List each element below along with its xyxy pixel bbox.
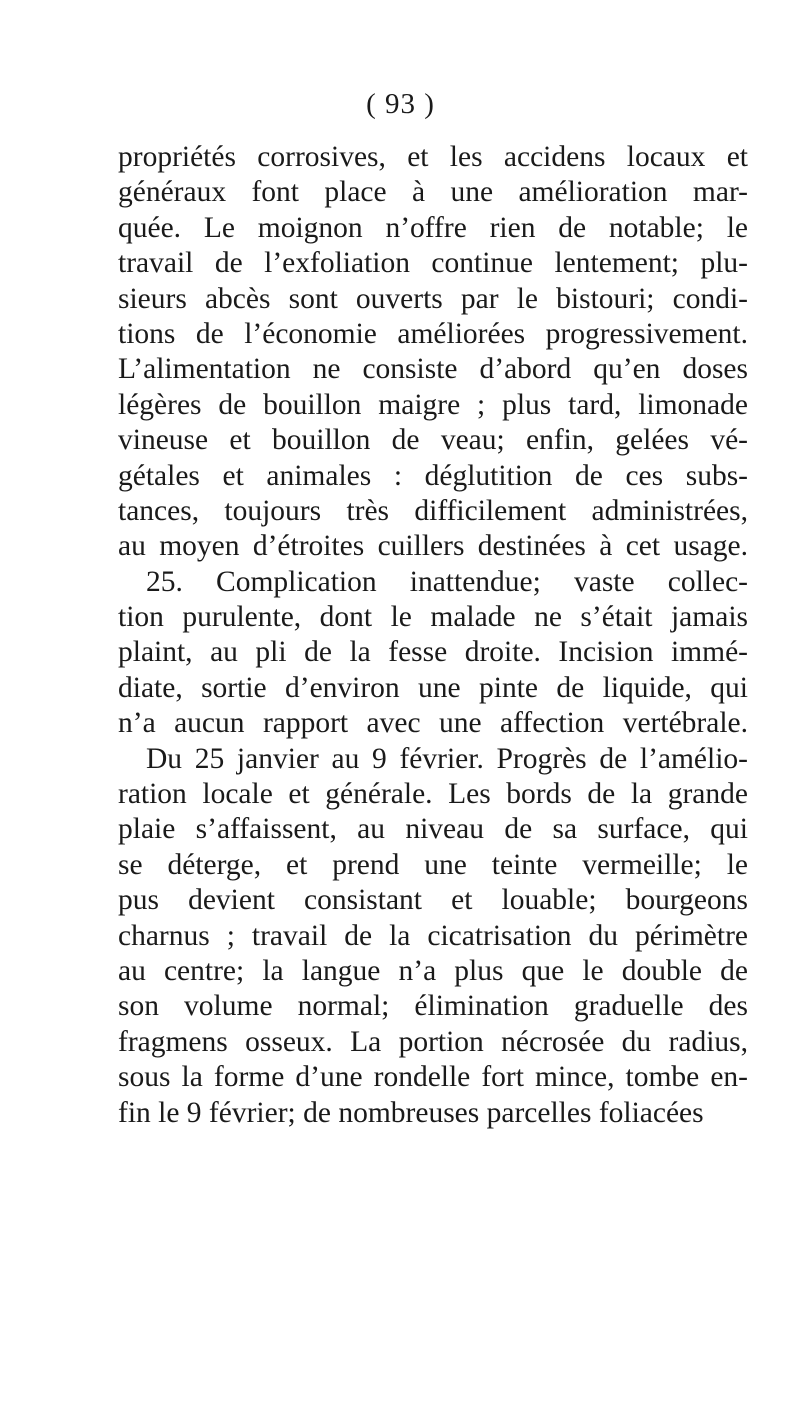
text-line: légères de bouillon maigre ; plus tard, limonade (118, 388, 748, 421)
text-line: tion purulente, dont le malade ne s’était jamais (118, 601, 748, 634)
text-line: fragmens osseux. La portion nécrosée du radius, (118, 1025, 748, 1058)
text-line: charnus ; travail de la cicatrisation du périmètre (118, 919, 748, 952)
text-line: plaie s’affaissent, au niveau de sa surface, qui (118, 813, 748, 846)
text-line: quée. Le moignon n’offre rien de notable; le (118, 211, 748, 244)
text-line: L’alimentation ne consiste d’abord qu’en doses (118, 353, 748, 386)
text-line: pus devient consistant et louable; bourgeons (118, 884, 748, 917)
text-line: ration locale et générale. Les bords de la grande (118, 778, 748, 811)
text-line: tions de l’économie améliorées progressivement. (118, 317, 748, 350)
body-text (118, 140, 748, 1131)
text-line: n’a aucun rapport avec une affection vertébrale. (118, 707, 748, 740)
text-line: travail de l’exfoliation continue lentement; plu- (118, 247, 748, 280)
text-line: plaint, au pli de la fesse droite. Incision immé- (118, 636, 748, 669)
paragraph-start-line: Du 25 janvier au 9 février. Progrès de l’amélio- (146, 742, 748, 775)
text-line: sieurs abcès sont ouverts par le bistouri; condi- (118, 282, 748, 315)
text-line: sous la forme d’une rondelle fort mince, tombe en- (118, 1061, 748, 1094)
text-line: propriétés corrosives, et les accidens locaux et (118, 141, 748, 173)
text-line: au centre; la langue n’a plus que le double de (118, 954, 748, 987)
text-line: au moyen d’étroites cuillers destinées à cet usage. (118, 530, 748, 563)
text-line: fin le 9 février; de nombreuses parcelles foliacées (118, 1096, 704, 1129)
text-line: gétales et animales : déglutition de ces subs- (118, 459, 748, 492)
paragraph-start-line: 25. Complication inattendue; vaste collec- (146, 565, 748, 598)
text-line: son volume normal; élimination graduelle des (118, 990, 748, 1023)
text-line: diate, sortie d’environ une pinte de liquide, qui (118, 671, 748, 704)
page-number: ( 93 ) (366, 88, 435, 120)
text-line: se déterge, et prend une teinte vermeille; le (118, 848, 748, 881)
text-line: tances, toujours très difficilement administrées, (118, 494, 748, 527)
text-line: généraux font place à une amélioration mar- (118, 176, 748, 209)
text-line: vineuse et bouillon de veau; enfin, gelées vé- (118, 424, 748, 457)
